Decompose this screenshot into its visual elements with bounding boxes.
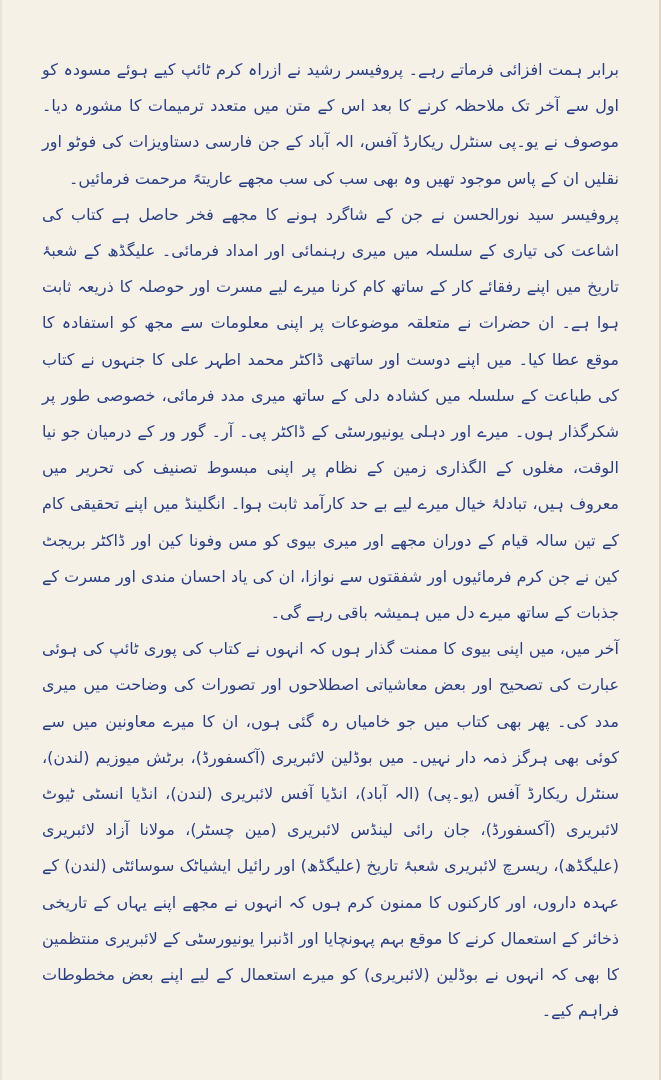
paragraph-3: آخر میں، میں اپنی بیوی کا ممنت گذار ہوں کہ انہوں نے کتاب کی پوری ٹائپ کی ہوئی عبارت کی تصحیح اور بعض معاشیاتی اصطلاحوں اور تصورات کی وضاحت میں میری مدد کی۔ پھر بھی کتاب میں جو خامیاں رہ گئی ہوں، ان کا میرے معاونین میں سے کوئی بھی ہرگز ذمہ دار نہیں۔ میں بوڈلین لائبریری (آکسفورڈ)، برٹش میوزیم (لندن)، سنٹرل ریکارڈ آفس (یو۔پی) (الہ آباد)، انڈیا آفس لائبریری (لندن)، انڈیا انسٹی ٹیوٹ لائبریری (آکسفورڈ)، جان رائی لینڈس لائبریری (مین چسٹر)، مولانا آزاد لائبریری (علیگڈھ)، ریسرچ لائبریری شعبۂ تاریخ (علیگڈھ) اور رائیل ایشیاٹک سوسائٹی (لندن) کے عہدہ داروں، اور کارکنوں کا ممنون کرم ہوں کہ انہوں نے مجھے اپنے یہاں کے تاریخی ذخائر کے استعمال کرنے کا موقع بہم پہونچایا اور اڈنبرا یونیورسٹی کے لائبریری منتظمین کا بھی کہ انہوں نے بوڈلین (لائبریری) کو میرے استعمال کے لیے اپنے بعض مخطوطات فراہم کیے۔ [42,639,619,1021]
paragraph-1: برابر ہمت افزائی فرماتے رہے۔ پروفیسر رشید نے ازراہ کرم ٹائپ کیے ہوئے مسودہ کو اول سے آخر تک ملاحظہ کرنے کا بعد اس کے متن میں متعدد ترمیمات کا مشورہ دیا۔ موصوف نے یو۔پی سنٹرل ریکارڈ آفس، الہ آباد کے جن فارسی دستاویزات کی فوٹو اور نقلیں ان کے پاس موجود تھیں وہ بھی سب کی سب مجھے عاریتہً مرحمت فرمائیں۔ [42,60,620,188]
paragraph-2: پروفیسر سید نورالحسن نے جن کے شاگرد ہونے کا مجھے فخر حاصل ہے کتاب کی اشاعت کی تیاری کے سلسلہ میں میری رہنمائی اور امداد فرمائی۔ علیگڈھ کے شعبۂ تاریخ میں اپنے رفقائے کار کے ساتھ کام کرنا میرے لیے مسرت اور حوصلہ کا ذریعہ ثابت ہوا ہے۔ ان حضرات نے متعلقہ موضوعات پر اپنی معلومات سے مجھ کو استفادہ کا موقع عطا کیا۔ میں اپنے دوست اور ساتھی ڈاکٹر محمد اطہر علی کا جنہوں نے کتاب کی طباعت کے سلسلہ میں کشادہ دلی کے ساتھ میری مدد فرمائی، خصوصی طور پر شکرگذار ہوں۔ میرے اور دہلی یونیورسٹی کے ڈاکٹر پی۔ آر۔ گور ور کے درمیان جو نیا الوقت، مغلوں کے الگذاری زمین کے نظام پر اپنی مبسوط تصنیف کی تحریر میں معروف ہیں، تبادلۂ خیال میرے لیے بے حد کارآمد ثابت ہوا۔ انگلینڈ میں اپنے تحقیقی کام کے تین سالہ قیام کے دوران مجھے اور میری بیوی کو مس وفونا کین اور ڈاکٹر بریجٹ کین نے جن کرم فرمائیوں اور شفقتوں سے نوازا، ان کی یاد احسان مندی اور مسرت کے جذبات کے ساتھ میرے دل میں ہمیشہ باقی رہے گی۔ [42,204,619,623]
urdu-text-block [42,52,619,1029]
